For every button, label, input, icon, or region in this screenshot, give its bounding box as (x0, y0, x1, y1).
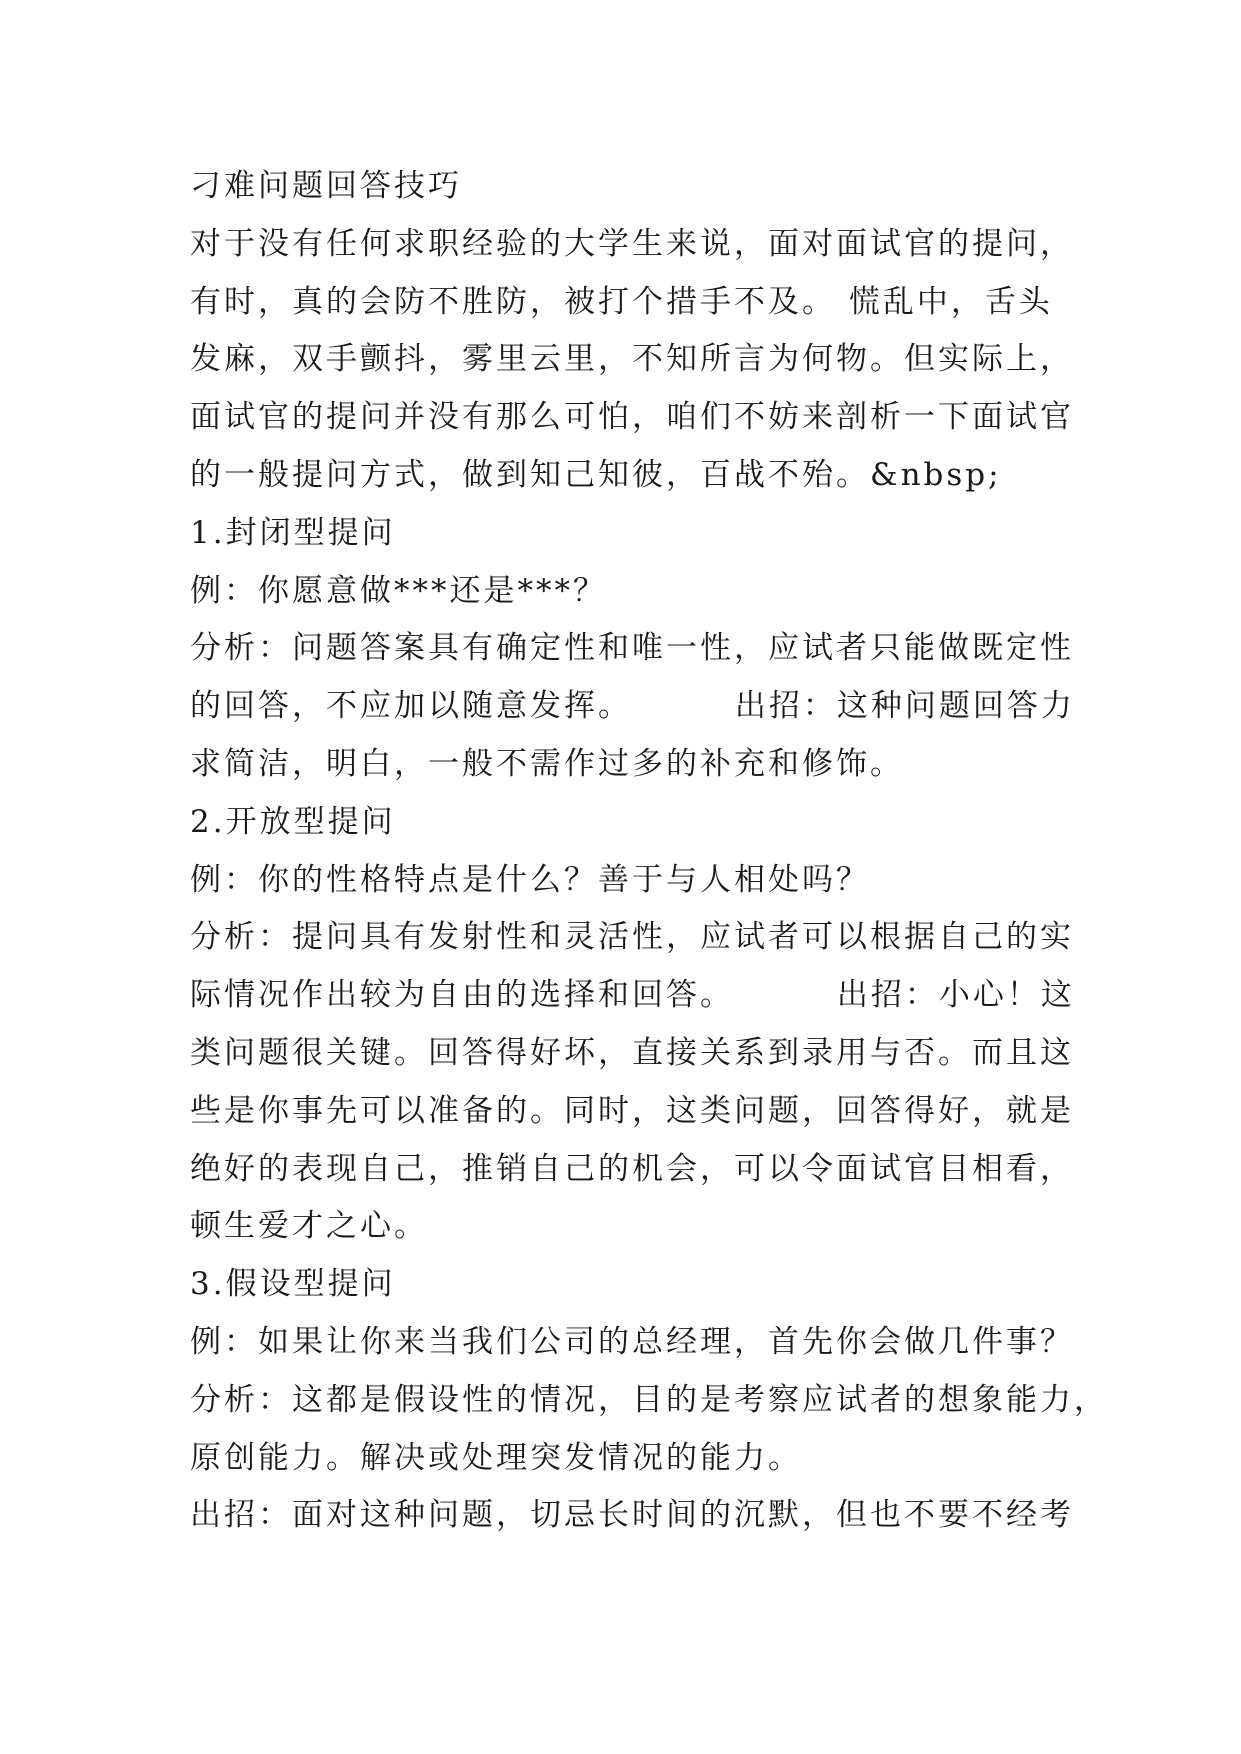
paragraph-line: 些是你事先可以准备的。同时，这类问题，回答得好，就是 (190, 1092, 1074, 1129)
paragraph-line: 对于没有任何求职经验的大学生来说，面对面试官的提问， (190, 225, 1074, 262)
paragraph-line: 分析：这都是假设性的情况，目的是考察应试者的想象能力， (190, 1381, 1108, 1418)
section-heading: 1.封闭型提问 (190, 514, 396, 551)
article-body (190, 158, 1108, 1545)
paragraph-line: 例：你愿意做***还是***？ (190, 572, 607, 609)
paragraph-line: 的回答，不应加以随意发挥。 出招：这种问题回答力 (190, 688, 1075, 725)
article-title: 刁难问题回答技巧 (190, 168, 462, 204)
paragraph-line: 求简洁，明白，一般不需作过多的补充和修饰。 (190, 745, 904, 782)
paragraph-line: 的一般提问方式，做到知己知彼，百战不殆。&nbsp; (190, 456, 1002, 493)
section-heading: 3.假设型提问 (190, 1266, 396, 1303)
paragraph-line: 顿生爱才之心。 (190, 1208, 428, 1245)
paragraph-line: 类问题很关键。回答得好坏，直接关系到录用与否。而且这 (190, 1034, 1074, 1071)
section-heading: 2.开放型提问 (190, 803, 396, 840)
paragraph-line: 出招：面对这种问题，切忌长时间的沉默，但也不要不经考 (190, 1497, 1074, 1534)
paragraph-line: 际情况作出较为自由的选择和回答。 出招：小心！这 (190, 977, 1075, 1014)
paragraph-line: 分析：提问具有发射性和灵活性，应试者可以根据自己的实 (190, 919, 1074, 956)
paragraph-line: 例：如果让你来当我们公司的总经理，首先你会做几件事？ (190, 1323, 1074, 1360)
paragraph-line: 例：你的性格特点是什么？善于与人相处吗？ (190, 861, 870, 898)
paragraph-line: 发麻，双手颤抖，雾里云里，不知所言为何物。但实际上， (190, 341, 1074, 378)
paragraph-line: 面试官的提问并没有那么可怕，咱们不妨来剖析一下面试官 (190, 399, 1074, 436)
paragraph-line: 分析：问题答案具有确定性和唯一性，应试者只能做既定性 (190, 630, 1074, 667)
paragraph-line: 有时，真的会防不胜防，被打个措手不及。 慌乱中，舌头 (190, 283, 1053, 320)
paragraph-line: 原创能力。解决或处理突发情况的能力。 (190, 1439, 802, 1476)
paragraph-line: 绝好的表现自己，推销自己的机会，可以令面试官目相看， (190, 1150, 1074, 1187)
